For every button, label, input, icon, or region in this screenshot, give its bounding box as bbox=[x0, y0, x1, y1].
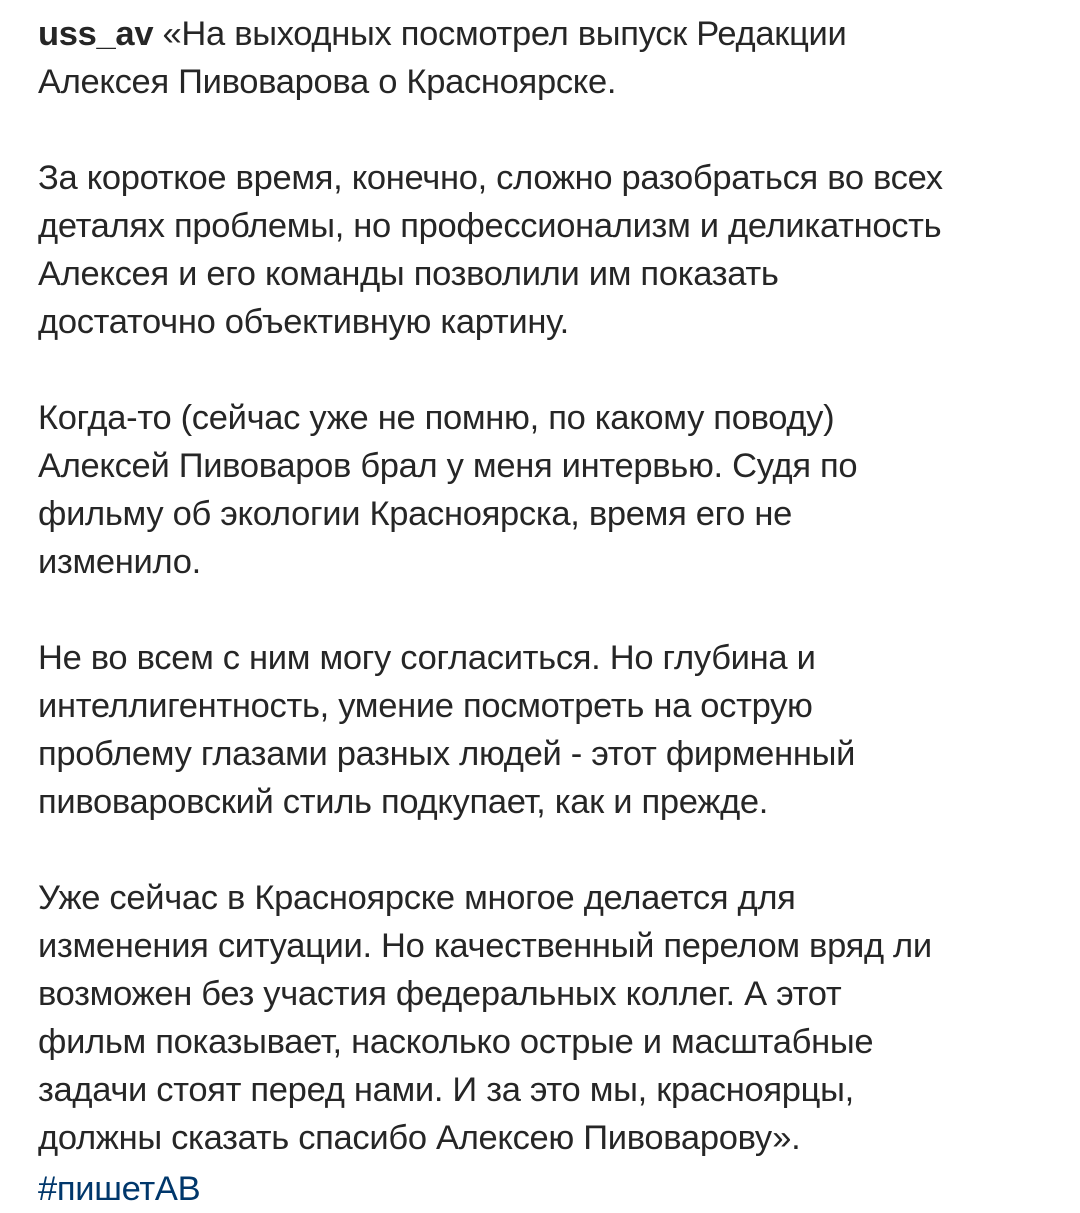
caption-line: деталях проблемы, но профессионализм и деликатность bbox=[38, 207, 942, 245]
caption-line: изменения ситуации. Но качественный перелом вряд ли bbox=[38, 927, 932, 965]
caption-line: проблему глазами разных людей - этот фирменный bbox=[38, 735, 856, 773]
post-caption bbox=[38, 10, 1048, 1213]
caption-line-text: «На выходных посмотрел выпуск Редакции bbox=[162, 15, 847, 53]
caption-line: задачи стоят перед нами. И за это мы, красноярцы, bbox=[38, 1071, 854, 1109]
caption-line: Алексея Пивоварова о Красноярске. bbox=[38, 63, 617, 101]
caption-line: интеллигентность, умение посмотреть на острую bbox=[38, 687, 813, 725]
caption-line: Когда-то (сейчас уже не помню, по какому поводу) bbox=[38, 399, 835, 437]
caption-line bbox=[38, 10, 1048, 58]
caption-line: достаточно объективную картину. bbox=[38, 303, 569, 341]
caption-paragraph bbox=[38, 10, 1048, 106]
paragraph-spacer bbox=[38, 106, 1048, 154]
paragraph-spacer bbox=[38, 586, 1048, 634]
caption-line: пивоваровский стиль подкупает, как и прежде. bbox=[38, 783, 769, 821]
caption-line: За короткое время, конечно, сложно разобраться во всех bbox=[38, 159, 943, 197]
caption-line: должны сказать спасибо Алексею Пивоварову». bbox=[38, 1119, 801, 1157]
caption-line: Алексея и его команды позволили им показать bbox=[38, 255, 779, 293]
caption-line: возможен без участия федеральных коллег. А этот bbox=[38, 975, 842, 1013]
caption-line: Уже сейчас в Красноярске многое делается для bbox=[38, 879, 796, 917]
caption-paragraph bbox=[38, 394, 1048, 586]
caption-line: фильм показывает, насколько острые и масштабные bbox=[38, 1023, 874, 1061]
caption-paragraph bbox=[38, 154, 1048, 346]
hashtag-row bbox=[38, 1162, 1048, 1213]
caption-paragraph bbox=[38, 874, 1048, 1162]
caption-paragraph bbox=[38, 634, 1048, 826]
paragraph-spacer bbox=[38, 346, 1048, 394]
caption-line: Не во всем с ним могу согласиться. Но глубина и bbox=[38, 639, 816, 677]
hashtag-link[interactable]: #пишетАВ bbox=[38, 1170, 201, 1208]
username-link[interactable]: uss_av bbox=[38, 15, 154, 53]
caption-line: Алексей Пивоваров брал у меня интервью. Судя по bbox=[38, 447, 858, 485]
paragraph-spacer bbox=[38, 826, 1048, 874]
caption-line: изменило. bbox=[38, 543, 201, 581]
caption-line: фильму об экологии Красноярска, время его не bbox=[38, 495, 792, 533]
